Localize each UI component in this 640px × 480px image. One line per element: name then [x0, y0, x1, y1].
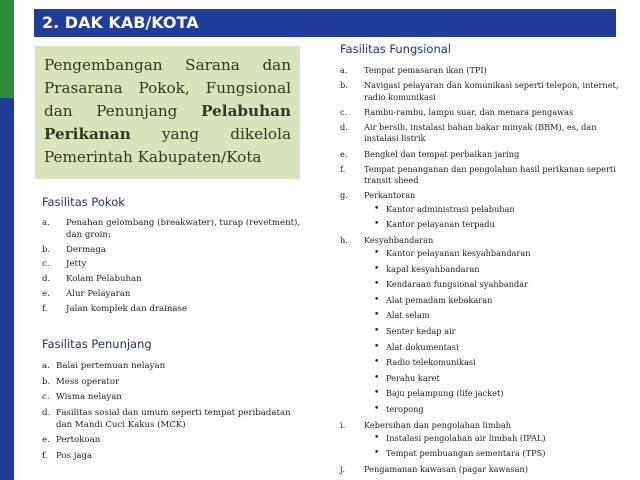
slide-title: 2. DAK KAB/KOTA — [34, 9, 616, 37]
list-item: h. Kesyahbandaran • Kantor pelayanan kesyahbandaran • kapal kesyahbandaran • Kendaraan fungsional syahbandar • Alat pemadam kebakaran • Alat selam • Senter kedap air • Alat dokumentasi • Radio telekomunikasi • Perahu karet • Baju pelampung (life jacket) • teropong — [340, 235, 630, 415]
sub-list-item: • Baju pelampung (life jacket) — [364, 388, 630, 399]
list-item: f. Tempat penanganan dan pengolahan hasil perikanan seperti transit sheed — [340, 163, 616, 186]
left-accent-green-block — [0, 0, 14, 98]
sub-list-item: • Radio telekomunikasi — [364, 357, 630, 368]
fungsional-section-title: Fasilitas Fungsional — [340, 42, 452, 56]
list-item: e. Alur Pelayaran — [42, 288, 131, 299]
list-item: e. Bengkel dan tempat perbaikan jaring — [340, 148, 520, 159]
list-item: f. Pos jaga — [42, 450, 93, 461]
intro-text-after: yang dikelola Pemerintah Kabupaten/Kota — [44, 125, 291, 166]
list-item: d. Air bersih, instalasi bahan bakar minyak (BBM), es, dan instalasi listrik — [340, 122, 597, 144]
list-item: a. Penahan gelombang (breakwater), turap (revetment), dan groin; — [42, 218, 301, 240]
sub-list-item: • teropong — [364, 404, 630, 415]
pokok-list — [42, 218, 302, 319]
list-item: e. Pertokoan — [42, 435, 101, 445]
sub-list — [364, 204, 630, 231]
sub-list-item: • Alat dokumentasi — [364, 342, 630, 353]
intro-text-before: Pengembangan Sarana dan Prasarana Pokok, Fungsional dan Penunjang — [44, 56, 291, 120]
sub-list-item: • Senter kedap air — [364, 326, 630, 337]
list-item: f. Jalan komplek dan drainase — [42, 303, 188, 314]
sub-list-item: • Kantor administrasi pelabuhan — [364, 204, 630, 215]
list-item: i. Kebersihan dan pengolahan limbah • Instalasi pengolahan air limbah (IPAL) • Tempat pembuangan sementara (TPS) — [340, 420, 630, 460]
intro-callout — [35, 46, 300, 179]
sub-list-item: • Kantor pelayanan terpadu — [364, 219, 630, 230]
sub-list-item: • Alat pemadam kebakaran — [364, 295, 630, 306]
sub-list-item: • Instalasi pengolahan air limbah (IPAL) — [364, 433, 630, 444]
list-item: d. Fasilitas sosial dan umum seperti tempat peribadatan dan Mandi Cuci Kakus (MCK) — [42, 407, 291, 430]
sub-list — [364, 433, 630, 460]
fungsional-list — [340, 65, 630, 479]
list-item: c. Wisma nelayan — [42, 392, 122, 402]
list-item: b. Mess operator — [42, 376, 120, 387]
pokok-section-title: Fasilitas Pokok — [42, 195, 125, 209]
sub-list-item: • Alat selam — [364, 310, 630, 321]
sub-list-item: • Perahu karet — [364, 373, 630, 384]
penunjang-section-title: Fasilitas Penunjang — [42, 337, 152, 351]
list-item: g. Perkantoran • Kantor administrasi pelabuhan • Kantor pelayanan terpadu — [340, 190, 630, 230]
list-item: a. Tempat pemasaran ikan (TPI) — [340, 65, 487, 75]
list-item: c. Rambu-rambu, lampu suar, dan menara pengawas — [340, 106, 574, 117]
list-item: a. Balai pertemuan nelayan — [42, 361, 166, 371]
list-item: c. Jetty — [42, 259, 87, 270]
list-item: j. Pengamanan kawasan (pagar kawasan) — [340, 463, 528, 474]
sub-list — [364, 248, 630, 415]
intro-text-bold: Pelabuhan Perikanan — [44, 102, 291, 143]
penunjang-list — [42, 360, 292, 465]
sub-list-item: • Kendaraan fungsional syahbandar — [364, 279, 630, 290]
list-item: b. Navigasi pelayaran dan komunikasi seperti telepon, internet, radio komunikasi — [340, 80, 619, 102]
list-item: d. Kolam Pelabuhan — [42, 274, 142, 285]
list-item: b. Dermaga — [42, 244, 106, 255]
sub-list-item: • Kantor pelayanan kesyahbandaran — [364, 248, 630, 259]
sub-list-item: • kapal kesyahbandaran — [364, 264, 630, 275]
sub-list-item: • Tempat pembuangan sementara (TPS) — [364, 448, 630, 459]
